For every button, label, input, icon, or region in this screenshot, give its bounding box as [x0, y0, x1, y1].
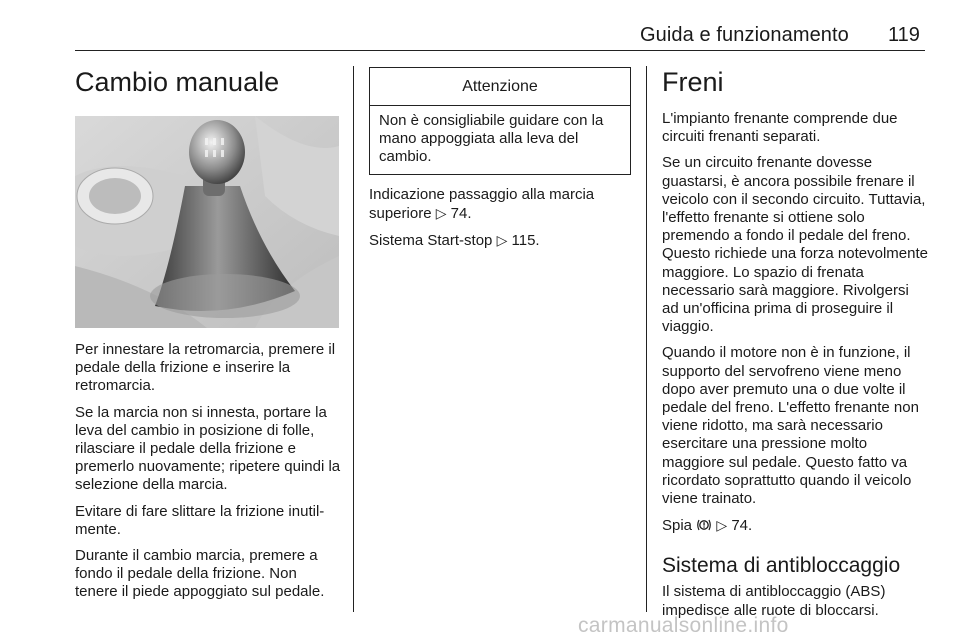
paragraph: Il sistema di antibloccaggio (ABS) impedisce alle ruote di bloccarsi.: [662, 583, 886, 619]
column-middle-body: [369, 186, 637, 259]
paragraph: Se la marcia non si innesta, portare la leva del cambio in posizione di folle, rilasciare il pedale della frizione e premerlo nuovamente; ripetere quindi la selezione della marcia.: [75, 403, 341, 494]
paragraph: Quando il motore non è in funzione, il supporto del servofreno viene meno dopo aver premuto una o due volte il pedale del freno. L'effetto frenante non viene ridotto, ma sarà necessario esercitare una pressione molto maggiore sul pedale. Questo fatto va ricordato soprattutto quando il veicolo viene trainato.: [662, 344, 919, 508]
cross-reference-text: Indicazione passaggio alla marcia superiore: [369, 186, 595, 223]
running-header-title: Guida e funzionamento: [640, 24, 849, 46]
paragraph: L'impianto frenante comprende due circuiti frenanti separati.: [662, 110, 898, 146]
paragraph: Durante il cambio marcia, premere a fondo il pedale della frizione. Non tenere il piede appoggiato sul pedale.: [75, 547, 325, 601]
subheading-abs: Sistema di antibloccaggio: [662, 554, 901, 578]
cross-reference-page[interactable]: 74.: [731, 517, 753, 535]
watermark: carmanualsonline.info: [578, 614, 789, 637]
cross-reference-page[interactable]: 74.: [450, 205, 472, 223]
cross-reference[interactable]: [662, 516, 928, 537]
paragraph: Per innestare la retromarcia, premere il pedale della frizione e inserire la retromarcia.: [75, 341, 336, 395]
cross-reference-page[interactable]: 115.: [511, 232, 540, 250]
column-divider-right: [646, 66, 647, 612]
section-heading-manual-gearbox: Cambio manuale: [75, 67, 280, 97]
reference-arrow-icon: ▷: [496, 232, 508, 249]
brake-warning-light-icon: [696, 518, 712, 537]
gear-shift-lever-photo: [75, 116, 339, 328]
gear-shift-illustration: [75, 116, 339, 328]
section-heading-brakes: Freni: [662, 67, 724, 97]
paragraph: Se un circuito frenante dovesse guastarsi, è ancora possibile frenare il veicolo con il secondo circuito. Tuttavia, l'effetto frenante si ottiene solo premendo a fondo il pedale del freno. Questo richiede una forza notevolmente maggiore. Lo spazio di frenata necessario sarà maggiore. Rivolgersi ad un'officina prima di proseguire il viaggio.: [662, 154, 928, 336]
header-rule: [75, 50, 925, 51]
column-divider-left: [353, 66, 354, 612]
warning-box: [369, 67, 631, 175]
cross-reference-text: Sistema Start-stop: [369, 232, 493, 250]
reference-arrow-icon: ▷: [435, 205, 447, 222]
column-left-body: [75, 341, 343, 610]
column-right: [662, 66, 928, 628]
page-number: 119: [888, 24, 920, 46]
column-left: [75, 66, 341, 98]
warning-title: Attenzione: [370, 68, 630, 106]
spia-label: Spia: [662, 517, 693, 535]
cross-reference[interactable]: [369, 186, 637, 223]
paragraph: Evitare di fare slittare la frizione inutil-mente.: [75, 502, 325, 538]
reference-arrow-icon: ▷: [716, 517, 728, 534]
warning-text: Non è consigliabile guidare con la mano appoggiata alla leva del cambio.: [379, 112, 604, 166]
cross-reference[interactable]: [369, 231, 637, 250]
